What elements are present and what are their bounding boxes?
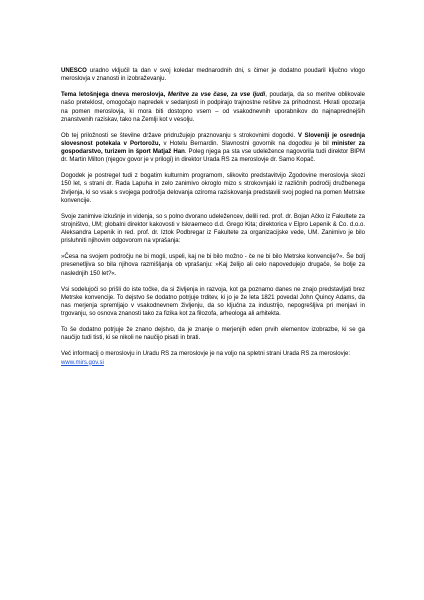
paragraph-text: Tema letošnjega dneva meroslovja,	[61, 92, 168, 99]
paragraph-program: Dogodek je postregel tudi z bogatim kulturnim programom, slikovito predstavitvijo Zgodovine meroslovja skozi 150 let, s strani dr. Rada Lapuha in zelo zanimivo okroglo mizo s strokovnjaki iz različnih področij družbenega življenja, ki so vsak s svojega področja delovanja oziroma raziskovanja predstavili svoj pogled na pomen Metrske konvencije.	[61, 173, 365, 204]
paragraph-speakers: Svoje zanimive izkušnje in videnja, so s polno dvorano udeležencev, delili red. prof. dr. Bojan Ačko iz Fakultete za strojništvo, UM; globalni direktor kakovosti v Iskraemeco d.d. Grego Kita; direktorica v Elpro Lepenik & Co. d.o.o. Aleksandra Lepenik in red. prof. dr. Iztok Podbregar iz Fakultete za organizacijske vede, UM. Zanimivo je bilo prisluhniti njihovim odgovorom na vprašanja:	[61, 213, 365, 245]
paragraph-more-info	[61, 350, 365, 366]
paragraph-education: To še dodatno potrjuje že znano dejstvo, da je znanje o merjenjih eden prvih elementov izobrazbe, ki se ga naučijo tudi tisti, ki se nikoli ne naučijo pisati in brati.	[61, 327, 365, 342]
bold-portoroz: V Sloveniji je osrednja slovesnost potekala v Portorožu,	[61, 132, 365, 147]
website-link[interactable]: www.mirs.gov.si	[61, 359, 104, 366]
paragraph-text: . Poleg njega pa sta vse udeležence nagovorila tudi direktor BIPM dr. Martin Milton (njegov govor je v prilogi) in direktor Urada RS za meroslovje dr. Samo Kopač.	[61, 149, 365, 164]
paragraph-unesco	[61, 67, 365, 83]
paragraph-text: uradno vključil ta dan v svoj koledar mednarodnih dni, s čimer je dodatno poudaril ključno vlogo meroslovja v znanosti in izobraževanju.	[61, 68, 365, 83]
paragraph-text: v Hotelu Bernardin. Slavnostni govornik na dogodku je bil	[160, 140, 332, 147]
bold-minister: minister za gospodarstvo, turizem in šport Matjaž Han	[61, 140, 365, 156]
paragraph-theme	[61, 91, 365, 124]
paragraph-text: , poudarja, da so meritve oblikovale našo preteklost, omogočajo napredek v sedanjosti in podpirajo trajnostne rešitve za prihodnost. Hkrati opozarja na pomen meroslovja, ki mora biti dostopno vsem – od vsakodnevnih uporabnikov do najnaprednejših znanstvenih raziskav, tako na Zemlji kot v vesolju.	[61, 92, 366, 123]
document-page	[61, 67, 365, 375]
bold-unesco: UNESCO	[61, 68, 87, 74]
paragraph-conclusion: Vsi sodelujoči so prišli do iste točke, da si življenja in razvoja, kot ga poznamo danes ne znajo predstavljati brez Metrske konvencije. To dejstvo še dodatno potrjuje trditev, ki jo je že leta 1821 povedal John Quincy Adams, da nas merjenja spremljajo v vsakodnevnem življenju, da so ključna za industrijo, nepogrešljiva pri menjavi in trgovanju, so osnova znanosti tako za fizika kot za filozofa, arheologa ali arhitekta.	[61, 286, 365, 318]
theme-slogan: Meritve za vse čase, za vse ljudi	[167, 92, 266, 99]
paragraph-text: Več informacij o meroslovju in Uradu RS za meroslovje je na voljo na spletni strani Urada RS za meroslovje:	[61, 351, 351, 358]
paragraph-text: Ob tej priložnosti se številne države pridružujejo praznovanju s strokovnimi dogodki.	[61, 132, 298, 139]
paragraph-celebration	[61, 132, 365, 165]
paragraph-questions: »Česa na svojem področju ne bi mogli, uspeli, kaj ne bi bilo možno - če ne bi bilo Metrske konvencije?«. Še bolj presenetljiva so bila njihova razmišljanja ob vprašanju: »Kaj želijo ali celo napovedujejo drugače, še bolje za naslednjih 150 let?«.	[61, 254, 365, 277]
